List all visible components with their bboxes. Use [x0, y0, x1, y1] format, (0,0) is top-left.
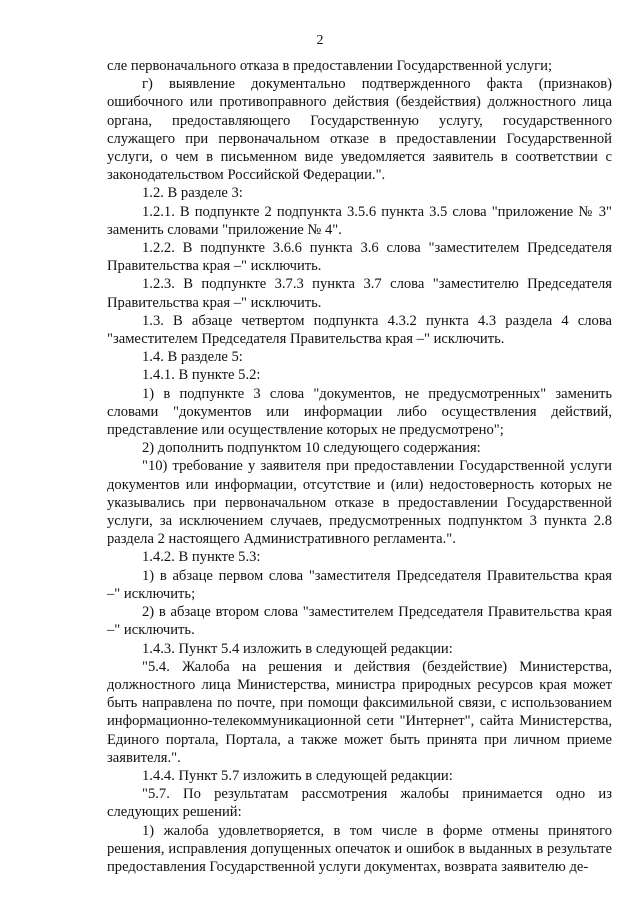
paragraph: 1) в подпункте 3 слова "документов, не предусмотренных" заменить словами "документов или информации либо осуществления действий, представление или осуществление которых не предусмотрено";: [107, 385, 612, 439]
paragraph: 1.4.2. В пункте 5.3:: [142, 549, 261, 566]
paragraph: 2) дополнить подпунктом 10 следующего содержания:: [142, 440, 481, 457]
paragraph: "5.4. Жалоба на решения и действия (бездействие) Министерства, должностного лица Министерства, министра природных ресурсов края может быть направлена по почте, при помощи факсимильной связи, с использованием информационно-телекоммуникационной сети "Интернет", сайта Министерства, Единого портала, Портала, а также может быть принята при личном приеме заявителя.".: [107, 658, 612, 766]
paragraph: 1.3. В абзаце четвертом подпункта 4.3.2 пункта 4.3 раздела 4 слова "заместителем Председателя Правительства края –" исключить.: [107, 312, 612, 348]
paragraph: 1.2.1. В подпункте 2 подпункта 3.5.6 пункта 3.5 слова "приложение № 3" заменить словами "приложение № 4".: [107, 203, 612, 238]
paragraph: 1.2.3. В подпункте 3.7.3 пункта 3.7 слова "заместителю Председателя Правительства края –" исключить.: [107, 276, 612, 311]
paragraph: 1.2. В разделе 3:: [142, 185, 243, 202]
paragraph: 1) жалоба удовлетворяется, в том числе в форме отмены принятого решения, исправления допущенных опечаток и ошибок в выданных в результате предоставления Государственной услуги документах, возврата заявителю де-: [107, 822, 612, 875]
paragraph: "10) требование у заявителя при предоставлении Государственной услуги документов или информации, отсутствие и (или) недостоверность которых не указывались при первоначальном отказе в предоставлении Государственной услуги, за исключением случаев, предусмотренных подпунктом 3 пункта 2.8 раздела 2 настоящего Административного регламента.".: [107, 458, 612, 548]
paragraph: сле первоначального отказа в предоставлении Государственной услуги;: [107, 58, 552, 74]
paragraph: 1.4. В разделе 5:: [142, 349, 243, 366]
paragraph: "5.7. По результатам рассмотрения жалобы принимается одно из следующих решений:: [107, 786, 612, 821]
document-body: [107, 57, 612, 876]
paragraph: 1.4.1. В пункте 5.2:: [142, 367, 261, 384]
paragraph: 1.2.2. В подпункте 3.6.6 пункта 3.6 слова "заместителем Председателя Правительства края –" исключить.: [107, 240, 612, 275]
paragraph: 1.4.4. Пункт 5.7 изложить в следующей редакции:: [142, 767, 453, 784]
paragraph: 2) в абзаце втором слова "заместителем Председателя Правительства края –" исключить.: [107, 604, 612, 639]
paragraph: 1) в абзаце первом слова "заместителя Председателя Правительства края –" исключить;: [107, 567, 612, 602]
paragraph: 1.4.3. Пункт 5.4 изложить в следующей редакции:: [142, 640, 453, 657]
paragraph: г) выявление документально подтвержденного факта (признаков) ошибочного или противоправного действия (бездействия) должностного лица органа, предоставляющего Государственную услугу, государственного служащего при первоначальном отказе в предоставлении Государственной услуги, о чем в письменном виде уведомляется заявитель в соответствии с законодательством Российской Федерации.".: [107, 76, 612, 184]
page-number: 2: [316, 33, 324, 48]
